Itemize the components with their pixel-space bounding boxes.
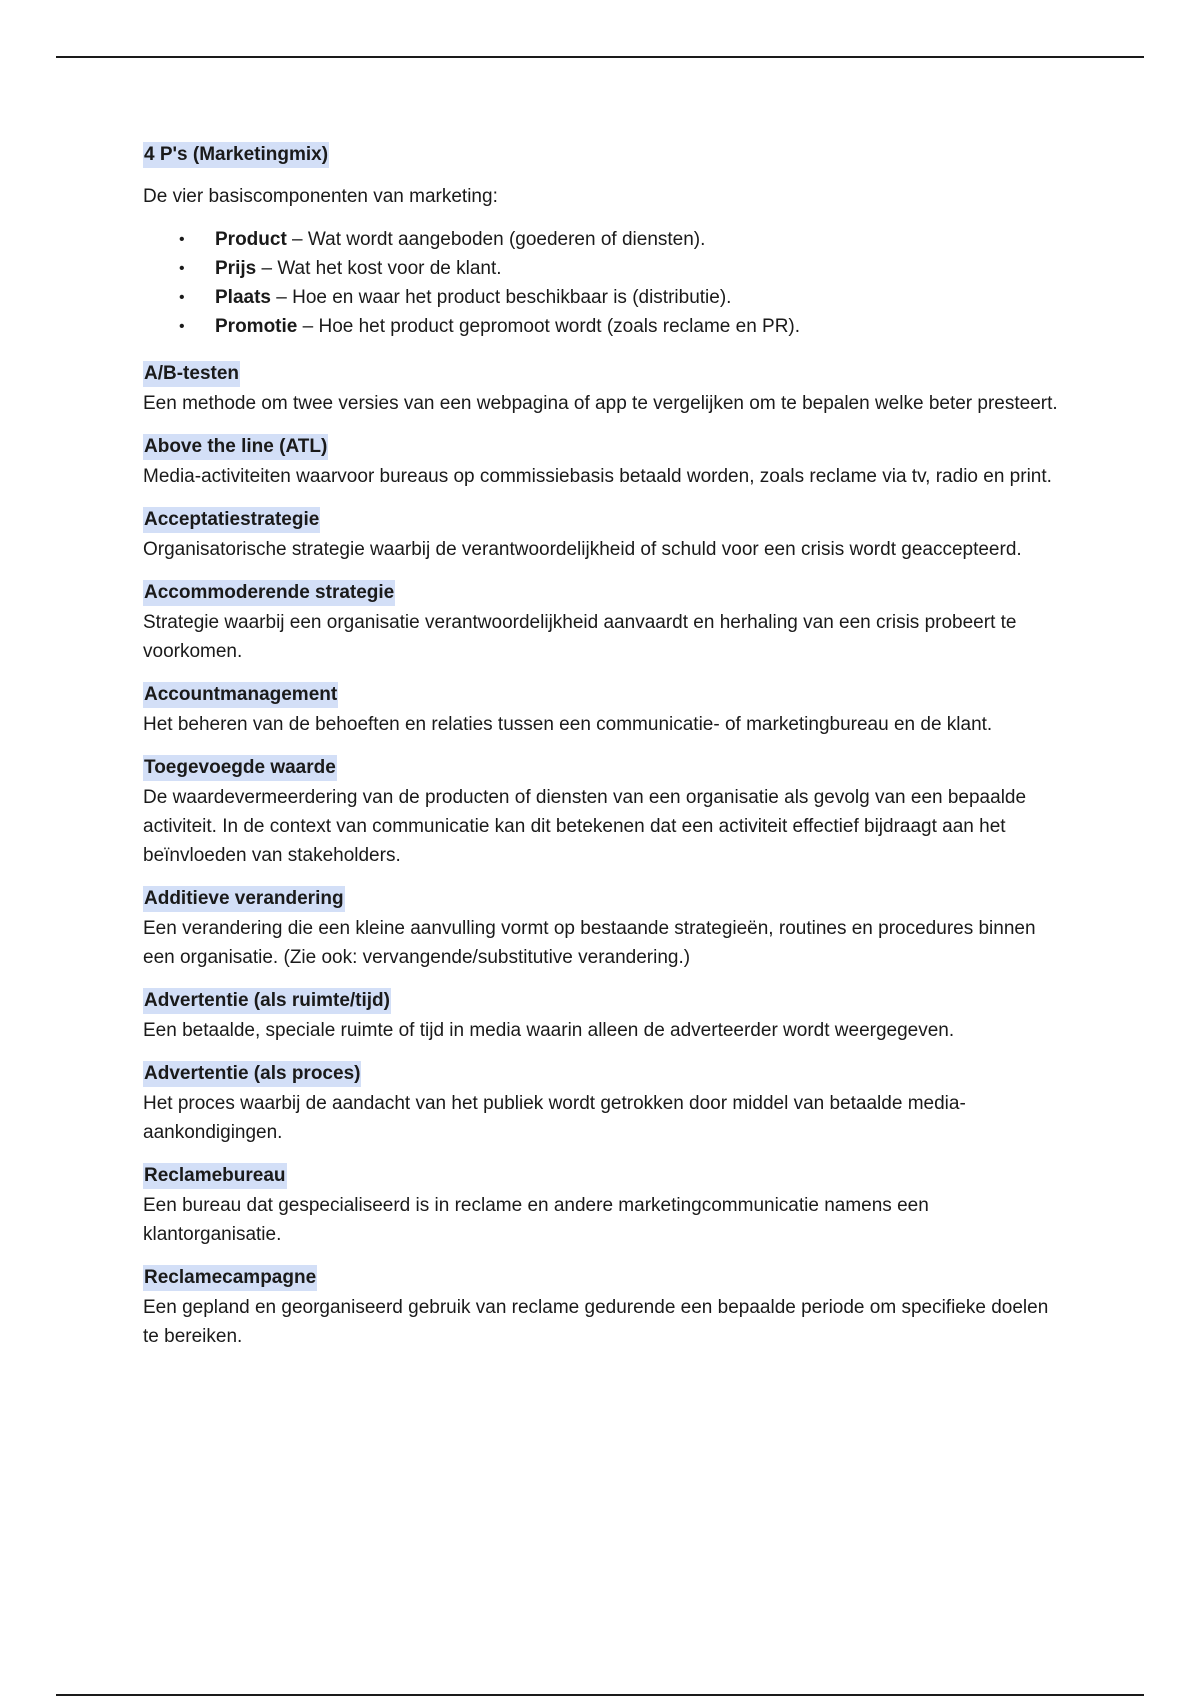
entry-term: Reclamebureau [143,1163,287,1189]
list-item-text: – Hoe het product gepromoot wordt (zoals reclame en PR). [297,316,801,337]
glossary-entry [143,753,1063,870]
list-item-term: Product [215,229,287,250]
footer-rule [56,1694,1144,1696]
glossary-entry [143,359,1063,418]
entry-definition: Media-activiteiten waarvoor bureaus op commissiebasis betaald worden, zoals reclame via tv, radio en print. [143,466,1052,487]
entry-definition: Een gepland en georganiseerd gebruik van reclame gedurende een bepaalde periode om specifieke doelen te bereiken. [143,1297,1049,1347]
list-item-text: – Wat het kost voor de klant. [256,258,502,279]
entry-term: Accommoderende strategie [143,580,395,606]
bullet-icon: • [179,231,185,248]
intro-heading [143,140,1063,169]
bullet-icon: • [179,289,185,306]
glossary-entry [143,578,1063,666]
list-item-term: Promotie [215,316,298,337]
glossary-entry [143,432,1063,491]
list-item-text: – Wat wordt aangeboden (goederen of diensten). [286,229,706,250]
entry-definition: Het beheren van de behoeften en relaties tussen een communicatie- of marketingbureau en de klant. [143,714,993,735]
entry-definition: Een bureau dat gespecialiseerd is in reclame en andere marketingcommunicatie namens een klantorganisatie. [143,1195,929,1245]
list-item-term: Prijs [215,258,257,279]
list-item-term: Plaats [215,287,271,308]
document-body [143,140,1063,1351]
bullet-icon: • [179,318,185,335]
entry-term: Advertentie (als ruimte/tijd) [143,988,391,1014]
list-item [179,225,1063,254]
entry-term: Advertentie (als proces) [143,1061,361,1087]
glossary-entry [143,505,1063,564]
entry-definition: Strategie waarbij een organisatie verantwoordelijkheid aanvaardt en herhaling van een crisis probeert te voorkomen. [143,612,1017,662]
bullet-icon: • [179,260,185,277]
list-item-text: – Hoe en waar het product beschikbaar is (distributie). [270,287,732,308]
entry-term: Accountmanagement [143,682,338,708]
glossary-entry [143,1059,1063,1147]
intro-title: 4 P's (Marketingmix) [143,142,329,168]
glossary-entry [143,884,1063,972]
entry-term: Toegevoegde waarde [143,755,337,781]
entry-term: Additieve verandering [143,886,345,912]
entry-definition: Een verandering die een kleine aanvulling vormt op bestaande strategieën, routines en procedures binnen een organisatie. (Zie ook: vervangende/substitutive verandering.) [143,918,1036,968]
glossary-entry [143,986,1063,1045]
entry-definition: Een methode om twee versies van een webpagina of app te vergelijken om te bepalen welke beter presteert. [143,393,1058,414]
glossary-entry [143,1263,1063,1351]
entry-term: Above the line (ATL) [143,434,328,460]
entry-definition: De waardevermeerdering van de producten of diensten van een organisatie als gevolg van een bepaalde activiteit. In de context van communicatie kan dit betekenen dat een activiteit effectief bijdraagt aan het beïnvloeden van stakeholders. [143,787,1027,866]
header-rule [56,56,1144,58]
entry-definition: Een betaalde, speciale ruimte of tijd in media waarin alleen de adverteerder wordt weergegeven. [143,1020,955,1041]
entry-definition: Het proces waarbij de aandacht van het publiek wordt getrokken door middel van betaalde media-aankondigingen. [143,1093,966,1143]
glossary-entry [143,1161,1063,1249]
entry-definition: Organisatorische strategie waarbij de verantwoordelijkheid of schuld voor een crisis wordt geaccepteerd. [143,539,1022,560]
entry-term: Acceptatiestrategie [143,507,320,533]
list-item [179,254,1063,283]
glossary-entry [143,680,1063,739]
list-item [179,312,1063,341]
entry-term: A/B-testen [143,361,240,387]
entry-term: Reclamecampagne [143,1265,317,1291]
list-item [179,283,1063,312]
intro-text: De vier basiscomponenten van marketing: [143,186,498,207]
marketing-mix-list [143,225,1063,341]
